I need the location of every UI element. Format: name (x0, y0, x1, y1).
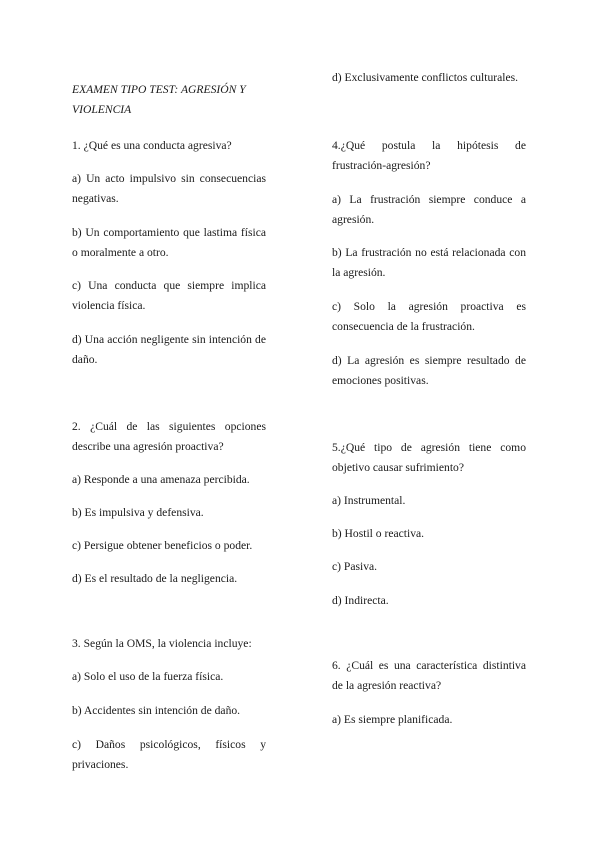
q1-option-c: c) Una conducta que siempre implica violencia física. (72, 279, 266, 312)
q4-option-a: a) La frustración siempre conduce a agresión. (332, 193, 526, 226)
question-4: 4.¿Qué postula la hipótesis de frustración-agresión? (332, 139, 526, 172)
question-5: 5.¿Qué tipo de agresión tiene como objetivo causar sufrimiento? (332, 441, 526, 474)
q1-option-d: d) Una acción negligente sin intención de daño. (72, 333, 266, 366)
q3-option-b: b) Accidentes sin intención de daño. (72, 704, 241, 717)
q5-option-d: d) Indirecta. (332, 594, 389, 607)
q6-option-a: a) Es siempre planificada. (332, 713, 453, 726)
q5-option-c: c) Pasiva. (332, 560, 378, 573)
question-3: 3. Según la OMS, la violencia incluye: (72, 637, 252, 650)
q2-option-c: c) Persigue obtener beneficios o poder. (72, 539, 253, 552)
exam-title: EXAMEN TIPO TEST: AGRESIÓN Y VIOLENCIA (72, 83, 246, 116)
q2-option-d: d) Es el resultado de la negligencia. (72, 572, 238, 585)
question-2: 2. ¿Cuál de las siguientes opciones describe una agresión proactiva? (72, 420, 266, 453)
q4-option-b: b) La frustración no está relacionada con la agresión. (332, 246, 526, 279)
question-1: 1. ¿Qué es una conducta agresiva? (72, 139, 232, 152)
q3-option-d: d) Exclusivamente conflictos culturales. (332, 71, 519, 84)
q2-option-a: a) Responde a una amenaza percibida. (72, 473, 250, 486)
q5-option-a: a) Instrumental. (332, 494, 406, 507)
q5-option-b: b) Hostil o reactiva. (332, 527, 425, 540)
q2-option-b: b) Es impulsiva y defensiva. (72, 506, 204, 519)
q1-option-a: a) Un acto impulsivo sin consecuencias negativas. (72, 172, 266, 205)
q3-option-c: c) Daños psicológicos, físicos y privaciones. (72, 738, 266, 771)
q4-option-c: c) Solo la agresión proactiva es consecuencia de la frustración. (332, 300, 526, 333)
q4-option-d: d) La agresión es siempre resultado de emociones positivas. (332, 354, 526, 387)
q1-option-b: b) Un comportamiento que lastima física o moralmente a otro. (72, 226, 266, 259)
q3-option-a: a) Solo el uso de la fuerza física. (72, 670, 224, 683)
question-6: 6. ¿Cuál es una característica distintiva de la agresión reactiva? (332, 659, 526, 692)
